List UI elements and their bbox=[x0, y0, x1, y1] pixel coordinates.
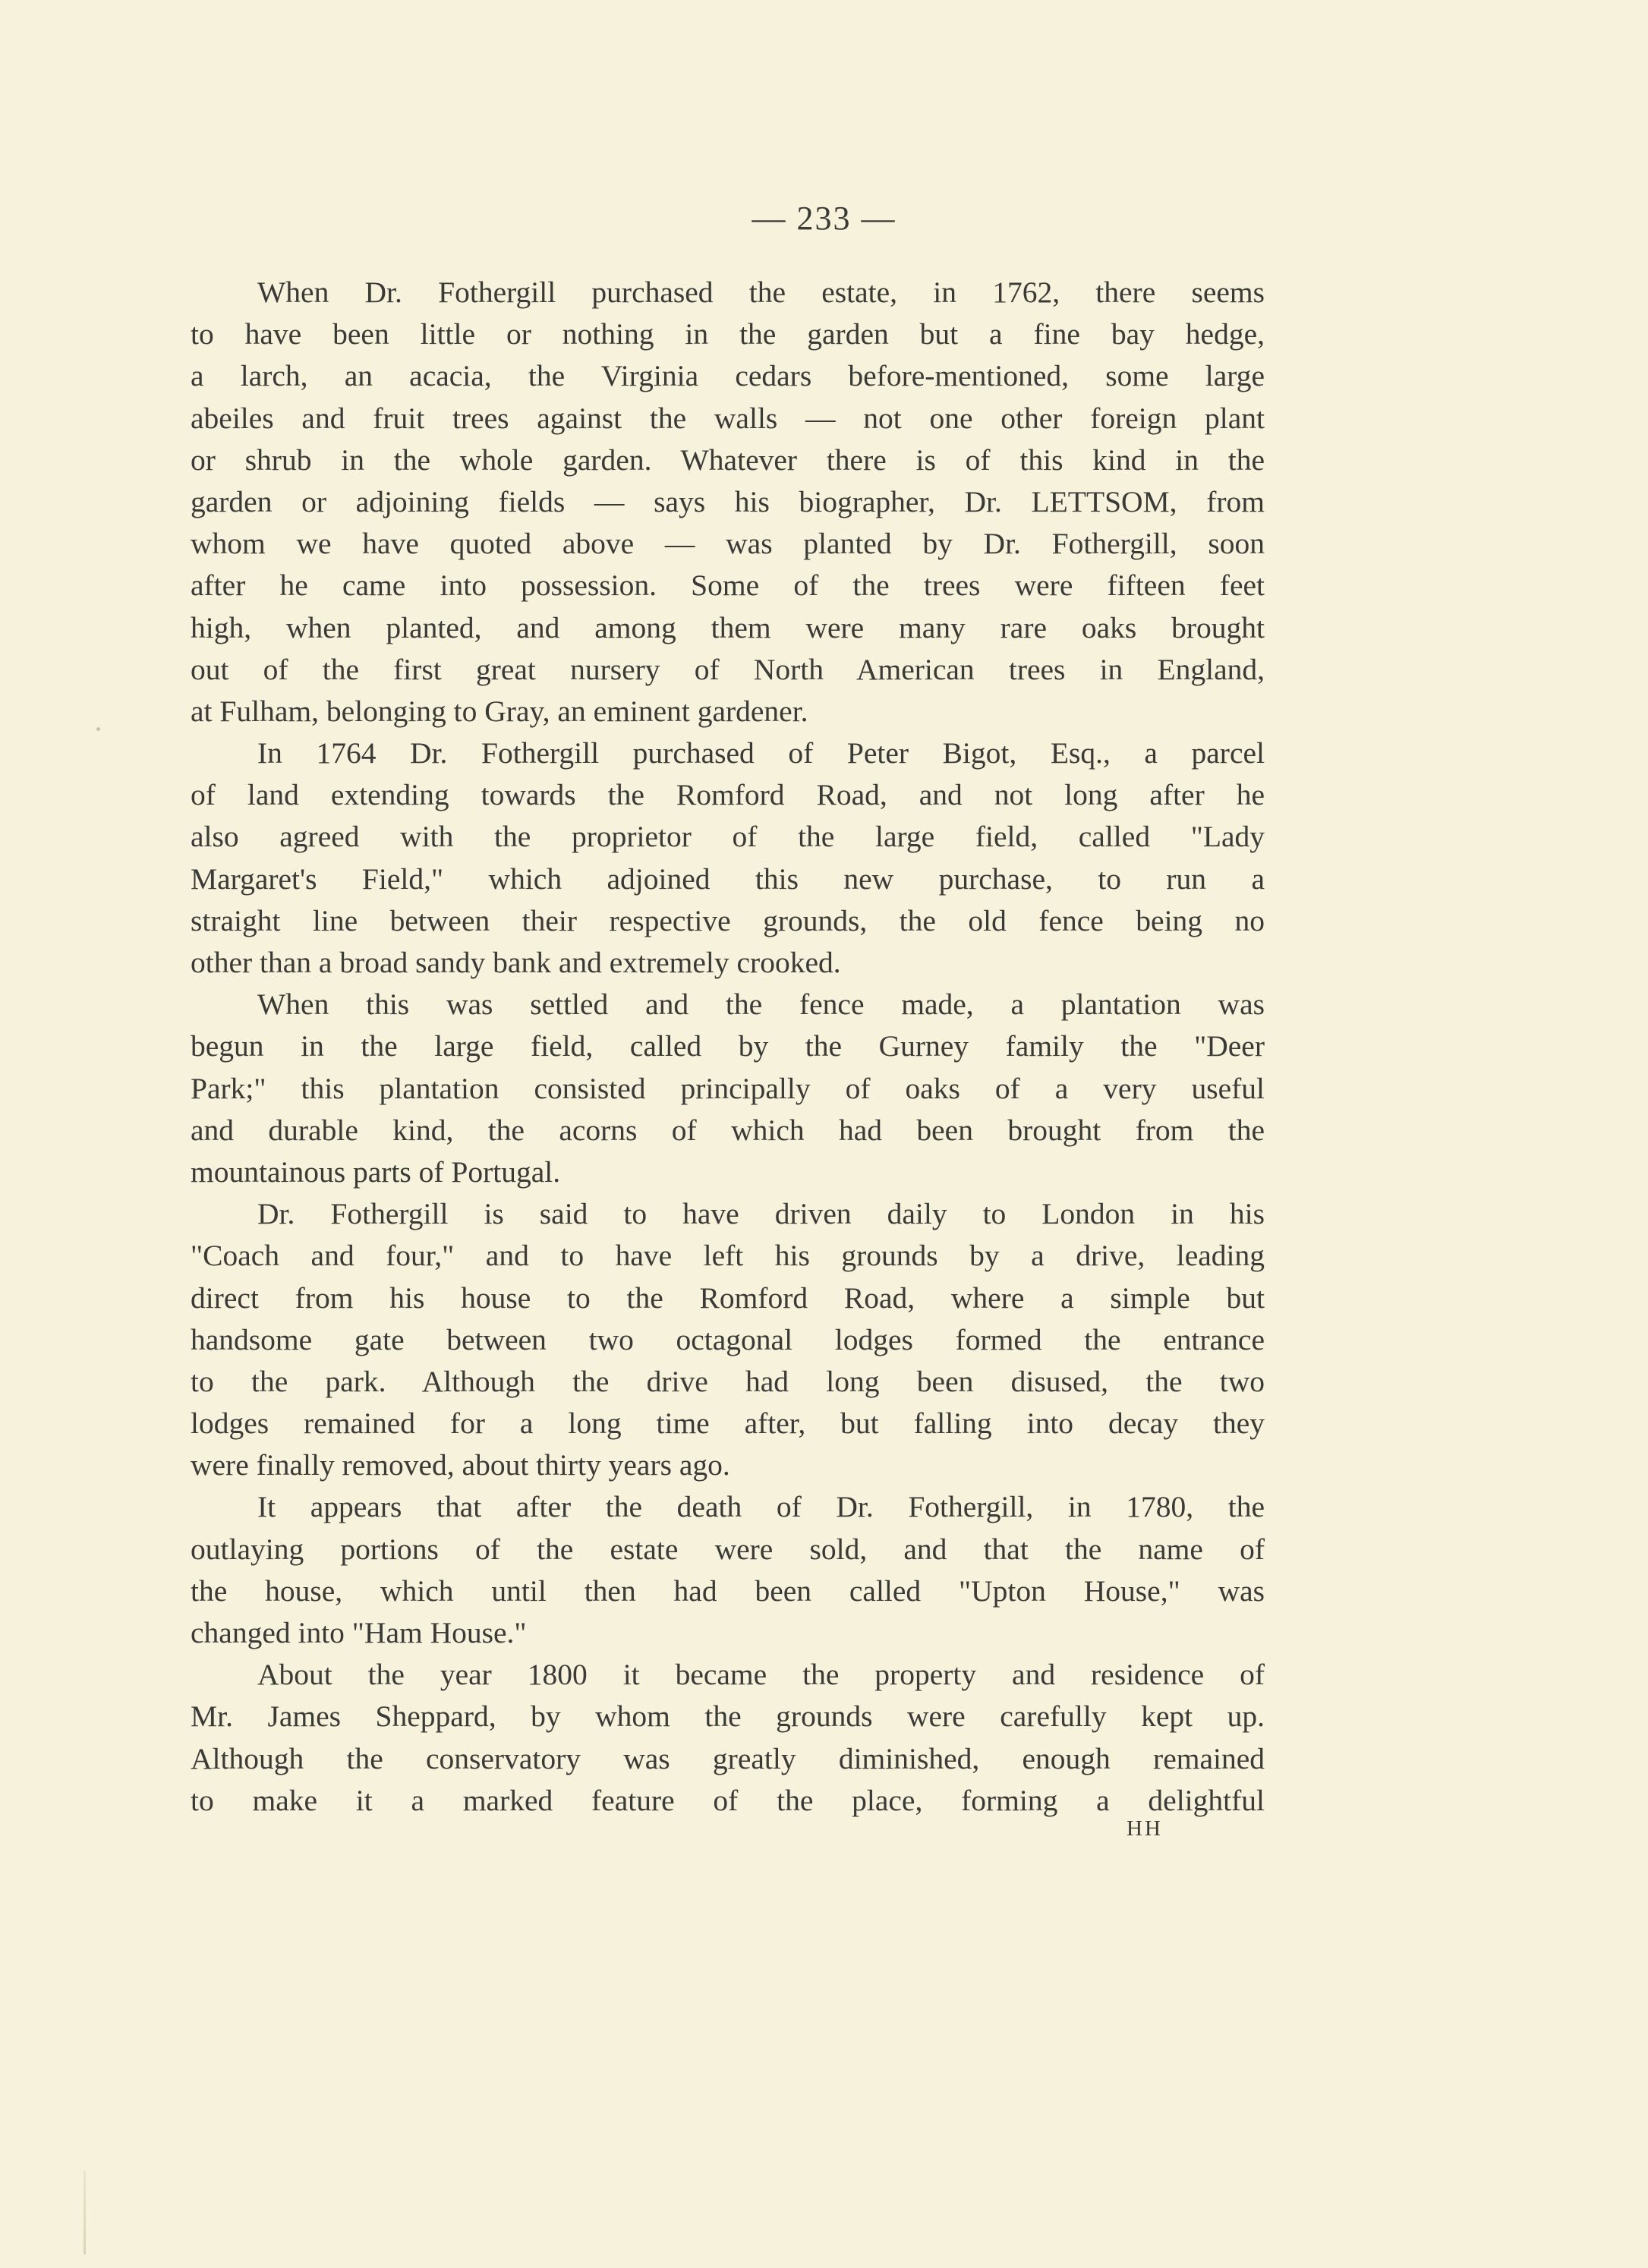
page-number: — 233 — bbox=[752, 200, 896, 237]
text-line: out of the first great nursery of North American trees in England, bbox=[191, 652, 1265, 686]
paper-speck bbox=[96, 727, 100, 731]
text-line: Dr. Fothergill is said to have driven daily to London in his bbox=[257, 1197, 1265, 1231]
text-line: begun in the large field, called by the Gurney family the "Deer bbox=[191, 1029, 1265, 1063]
text-line: In 1764 Dr. Fothergill purchased of Peter Bigot, Esq., a parcel bbox=[257, 736, 1265, 770]
text-line: to make it a marked feature of the place, forming a delightful bbox=[191, 1783, 1265, 1817]
text-line: direct from his house to the Romford Road, where a simple but bbox=[191, 1280, 1265, 1315]
text-line: a larch, an acacia, the Virginia cedars before-mentioned, some large bbox=[191, 359, 1265, 393]
text-line: also agreed with the proprietor of the large field, called "Lady bbox=[191, 820, 1265, 854]
text-line: When this was settled and the fence made, a plantation was bbox=[257, 988, 1265, 1022]
text-line: high, when planted, and among them were many rare oaks brought bbox=[191, 610, 1265, 644]
text-line: the house, which until then had been called "Upton House," was bbox=[191, 1573, 1265, 1608]
text-line: other than a broad sandy bank and extremely crooked. bbox=[191, 946, 841, 979]
paper-edge-mark bbox=[84, 2171, 86, 2254]
text-line: outlaying portions of the estate were sold, and that the name of bbox=[191, 1532, 1265, 1566]
signature-mark: HH bbox=[1127, 1816, 1163, 1841]
text-line: "Coach and four," and to have left his grounds by a drive, leading bbox=[191, 1239, 1265, 1273]
text-line: lodges remained for a long time after, but falling into decay they bbox=[191, 1406, 1265, 1441]
text-line: Although the conservatory was greatly diminished, enough remained bbox=[191, 1741, 1265, 1775]
text-line: handsome gate between two octagonal lodges formed the entrance bbox=[191, 1322, 1265, 1356]
text-line: Margaret's Field," which adjoined this new purchase, to run a bbox=[191, 862, 1265, 896]
text-line: or shrub in the whole garden. Whatever there is of this kind in the bbox=[191, 443, 1265, 477]
text-line: Park;" this plantation consisted principally of oaks of a very useful bbox=[191, 1071, 1265, 1105]
text-line: It appears that after the death of Dr. Fothergill, in 1780, the bbox=[257, 1490, 1265, 1524]
text-line: About the year 1800 it became the property and residence of bbox=[257, 1658, 1265, 1692]
text-line: Mr. James Sheppard, by whom the grounds were carefully kept up. bbox=[191, 1699, 1265, 1734]
text-line: were finally removed, about thirty years ago. bbox=[191, 1448, 730, 1482]
text-line: whom we have quoted above — was planted by Dr. Fothergill, soon bbox=[191, 527, 1265, 561]
text-line: mountainous parts of Portugal. bbox=[191, 1154, 561, 1189]
text-line: to have been little or nothing in the garden but a fine bay hedge, bbox=[191, 317, 1265, 351]
text-line: at Fulham, belonging to Gray, an eminent gardener. bbox=[191, 694, 808, 728]
body-text bbox=[191, 272, 1265, 1822]
text-line: to the park. Although the drive had long been disused, the two bbox=[191, 1364, 1265, 1398]
text-line: When Dr. Fothergill purchased the estate, in 1762, there seems bbox=[257, 276, 1265, 309]
text-line: garden or adjoining fields — says his biographer, Dr. LETTSOM, from bbox=[191, 484, 1265, 518]
text-line: abeiles and fruit trees against the walls — not one other foreign plant bbox=[191, 401, 1265, 435]
text-line: after he came into possession. Some of the trees were fifteen feet bbox=[191, 569, 1265, 603]
text-line: and durable kind, the acorns of which had been brought from the bbox=[191, 1113, 1265, 1147]
text-line: changed into "Ham House." bbox=[191, 1616, 527, 1649]
text-line: straight line between their respective grounds, the old fence being no bbox=[191, 903, 1265, 937]
text-line: of land extending towards the Romford Road, and not long after he bbox=[191, 778, 1265, 812]
